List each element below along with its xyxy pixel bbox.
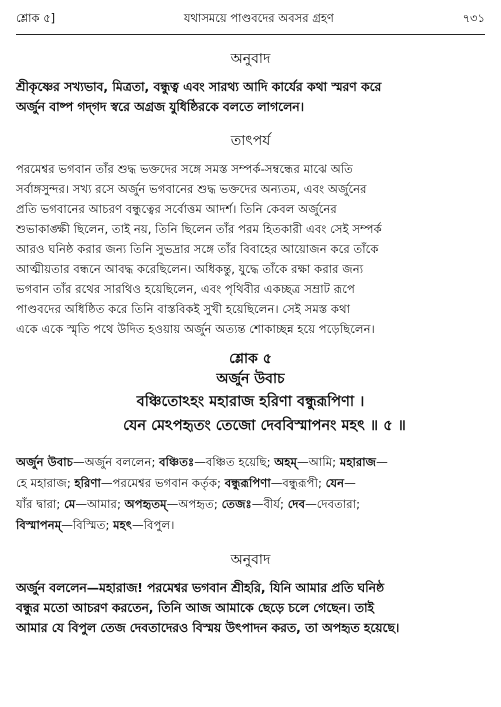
synonym-meaning: যাঁর দ্বারা; — [16, 497, 65, 511]
page-number: ৭৩১ — [462, 11, 485, 25]
synonym-meaning: — — [344, 476, 356, 490]
synonym-term: অহম্ — [274, 455, 298, 469]
synonym-meaning: —আমার; — [75, 497, 125, 511]
synonym-term: যেন — [325, 476, 345, 490]
synonym-term: অপহৃতম্ — [124, 497, 167, 511]
purport-line: পরমেশ্বর ভগবান তাঁর শুদ্ধ ভক্তদের সঙ্গে সমস্ত সম্পর্ক-সম্বন্ধের মাঝে অতি — [16, 162, 353, 176]
purport-line: আত্মীয়তার বন্ধনে আবদ্ধ করেছিলেন। অধিকন্তু, যুদ্ধে তাঁকে রক্ষা করার জন্য — [16, 262, 364, 276]
synonym-meaning: —বিপুল। — [132, 518, 175, 532]
translation-line: শ্রীকৃষ্ণের সখ্যভাব, মিত্রতা, বন্ধুত্ব এবং সারথ্য আদি কার্যের কথা স্মরণ করে — [16, 80, 382, 94]
translation2-line: আমার যে বিপুল তেজ দেবতাদেরও বিস্ময় উৎপাদন করত, তা অপহৃত হয়েছে। — [16, 621, 400, 635]
purport-line: পাণ্ডবদের অধিষ্ঠিত করে তিনি বাস্তবিকই সুখী হয়েছিলেন। সেই সমস্ত কথা — [16, 302, 351, 316]
purport-paragraph — [16, 159, 485, 339]
synonym-term: বন্ধুরূপিণা — [224, 476, 271, 490]
synonym-meaning: —দেবতারা; — [305, 497, 361, 511]
synonym-meaning: —বিস্মিত; — [61, 518, 114, 532]
purport-line: ভগবান তাঁর রথের সারথিও হয়েছিলেন, এবং পৃথিবীর একচ্ছত্র সম্রাট রূপে — [16, 282, 355, 296]
synonym-term: বিস্মাপনম্ — [16, 518, 62, 532]
synonym-term: তেজঃ — [221, 497, 252, 511]
synonym-term: মে — [64, 497, 76, 511]
synonym-meaning: — — [376, 455, 388, 469]
synonym-meaning: —বন্ধুরূপী; — [270, 476, 326, 490]
translation2-heading: অনুবাদ — [230, 552, 271, 568]
translation2-line: অর্জুন বললেন—মহারাজ! পরমেশ্বর ভগবান শ্রীহরি, যিনি আমার প্রতি ঘনিষ্ঠ — [16, 581, 384, 595]
translation2-paragraph — [16, 578, 485, 638]
translation-heading: অনুবাদ — [230, 51, 271, 67]
header-chapter-title: যথাসময়ে পাণ্ডবদের অবসর গ্রহণ — [183, 11, 334, 25]
translation2-line: বন্ধুর মতো আচরণ করতেন, তিনি আজ আমাকে ছেড়ে চলে গেছেন। তাই — [16, 601, 374, 615]
verse-line-1: বঞ্চিতোঽহং মহারাজ হরিণা বন্ধুরূপিণা । — [136, 394, 365, 410]
verse-line-2: যেন মেঽপহৃতং তেজো দেববিস্মাপনং মহৎ ॥ ৫ ॥ — [123, 418, 406, 434]
synonym-term: বঞ্চিতঃ — [159, 455, 195, 469]
synonyms-block — [16, 452, 485, 536]
purport-heading: তাৎপর্য — [230, 133, 271, 149]
synonym-meaning: —অর্জুন বললেন; — [72, 455, 160, 469]
synonym-meaning: হে মহারাজ; — [16, 476, 75, 490]
purport-line: শুভাকাঙ্ক্ষী ছিলেন, তাই নয়, তিনি ছিলেন তাঁর পরম হিতকারী এবং সেই সম্পর্ক — [16, 222, 382, 236]
synonym-meaning: —বীর্য; — [251, 497, 288, 511]
purport-line: প্রতি ভগবানের আচরণ বন্ধুত্বের সর্বোত্তম আদর্শ। তিনি কেবল অর্জুনের — [16, 202, 337, 216]
purport-line: সর্বাঙ্গসুন্দর। সখ্য রসে অর্জুন ভগবানের শুদ্ধ ভক্তদের অন্যতম, এবং অর্জুনের — [16, 182, 367, 196]
synonym-term: দেব — [287, 497, 306, 511]
book-page — [16, 10, 485, 638]
purport-line: একে একে স্মৃতি পথে উদিত হওয়ায় অর্জুন অত্যন্ত শোকাচ্ছন্ন হয়ে পড়েছিলেন। — [16, 322, 375, 336]
verse-number: শ্লোক ৫ — [229, 351, 272, 367]
header-verse-ref: শ্লোক ৫] — [16, 11, 56, 25]
synonym-line — [16, 473, 485, 494]
synonym-meaning: —আমি; — [297, 455, 340, 469]
verse-block — [16, 349, 485, 438]
synonym-meaning: —বঞ্চিত হয়েছি; — [194, 455, 275, 469]
synonym-meaning: —অপহৃত; — [166, 497, 222, 511]
running-header — [16, 10, 485, 35]
synonym-term: অর্জুন উবাচ — [16, 455, 73, 469]
translation-paragraph — [16, 77, 485, 117]
translation-line: অর্জুন বাষ্প গদ্‌গদ স্বরে অগ্রজ যুধিষ্ঠিরকে বলতে লাগলেন। — [16, 100, 304, 114]
synonym-meaning: —পরমেশ্বর ভগবান কর্তৃক; — [100, 476, 225, 490]
synonym-term: মহৎ — [113, 518, 133, 532]
verse-speaker: অর্জুন উবাচ — [216, 371, 285, 387]
synonym-line — [16, 452, 485, 473]
synonym-term: মহারাজ — [339, 455, 377, 469]
synonym-term: হরিণা — [74, 476, 101, 490]
purport-line: আরও ঘনিষ্ঠ করার জন্য তিনি সুভদ্রার সঙ্গে তাঁর বিবাহের আয়োজন করে তাঁকে — [16, 242, 379, 256]
synonym-line — [16, 515, 485, 536]
synonym-line — [16, 494, 485, 515]
